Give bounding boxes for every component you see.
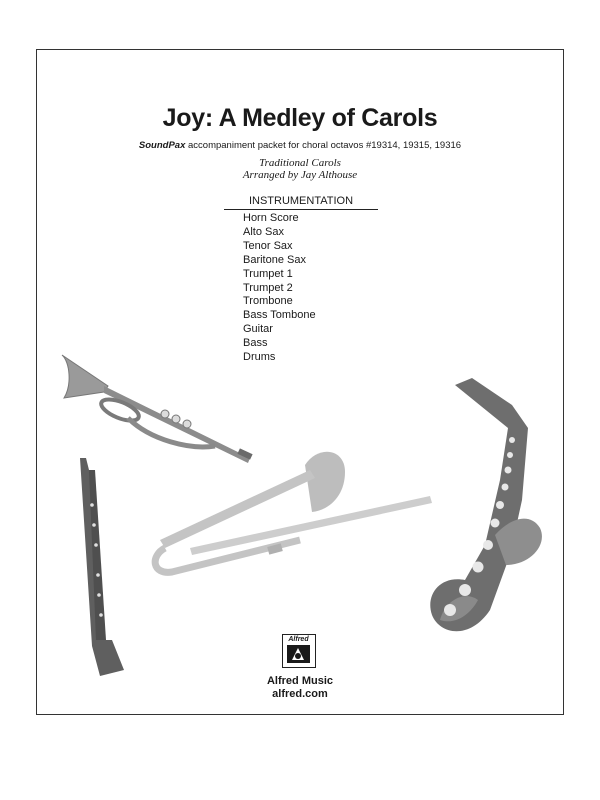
instrument-item: Trumpet 1 [243,267,293,280]
instrument-item: Trombone [243,295,293,308]
trombone-icon [155,452,432,573]
credits-composer: Traditional Carols [259,157,341,169]
instrument-item: Alto Sax [243,225,284,238]
instrument-item: Bass Tombone [243,309,316,322]
subtitle-brand: SoundPax [138,140,186,151]
trumpet-icon [62,355,253,463]
instrument-item: Horn Score [243,212,299,224]
alfred-logo [282,634,316,668]
page-title: Joy: A Medley of Carols [162,104,438,132]
instrument-item: Tenor Sax [243,239,293,252]
instrument-item: Baritone Sax [243,253,306,266]
instrument-item: Bass [243,337,268,350]
alfred-logo-text: Alfred [288,636,309,643]
publisher [0,675,600,700]
instrumentation-heading: INSTRUMENTATION [224,195,378,210]
publisher-url: alfred.com [272,687,328,700]
instrument-item: Drums [243,351,276,364]
instrument-item: Trumpet 2 [243,281,293,294]
saxophone-icon [430,378,542,631]
clarinet-icon [80,458,124,676]
credits-arranger: Arranged by Jay Althouse [242,169,358,181]
instrument-item: Guitar [243,323,273,336]
publisher-name: Alfred Music [266,675,333,687]
subtitle-text: accompaniment packet for choral octavos #19314, 19315, 19316 [185,140,462,151]
alfred-logo-emblem-icon [283,635,314,666]
